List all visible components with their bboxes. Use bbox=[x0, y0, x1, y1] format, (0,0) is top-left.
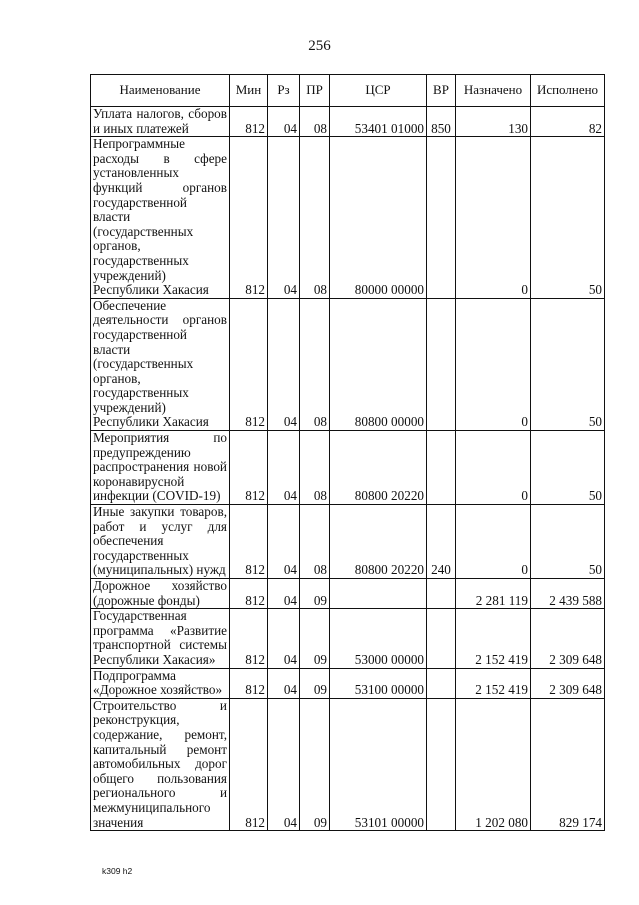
cell-rz: 04 bbox=[268, 137, 300, 299]
table-row bbox=[91, 609, 605, 668]
cell-rz: 04 bbox=[268, 107, 300, 137]
cell-pr: 09 bbox=[300, 698, 330, 830]
cell-pr: 08 bbox=[300, 505, 330, 579]
cell-min: 812 bbox=[230, 431, 268, 505]
cell-executed: 50 bbox=[531, 298, 605, 430]
cell-min: 812 bbox=[230, 609, 268, 668]
cell-name: Дорожное хозяйство (дорожные фонды) bbox=[91, 579, 230, 609]
cell-pr: 09 bbox=[300, 579, 330, 609]
cell-min: 812 bbox=[230, 668, 268, 698]
header-executed: Исполнено bbox=[531, 75, 605, 107]
cell-csr: 53100 00000 bbox=[330, 668, 427, 698]
cell-assigned: 0 bbox=[456, 431, 531, 505]
cell-assigned: 0 bbox=[456, 505, 531, 579]
cell-executed: 829 174 bbox=[531, 698, 605, 830]
cell-name: Уплата налогов, сборов и иных платежей bbox=[91, 107, 230, 137]
cell-csr: 53101 00000 bbox=[330, 698, 427, 830]
cell-csr: 80800 00000 bbox=[330, 298, 427, 430]
cell-executed: 2 309 648 bbox=[531, 668, 605, 698]
table-row bbox=[91, 298, 605, 430]
cell-rz: 04 bbox=[268, 431, 300, 505]
cell-vr: 240 bbox=[427, 505, 456, 579]
cell-assigned: 0 bbox=[456, 137, 531, 299]
cell-min: 812 bbox=[230, 137, 268, 299]
cell-executed: 50 bbox=[531, 137, 605, 299]
cell-min: 812 bbox=[230, 579, 268, 609]
cell-csr: 53401 01000 bbox=[330, 107, 427, 137]
table-row bbox=[91, 668, 605, 698]
cell-pr: 08 bbox=[300, 107, 330, 137]
footer-code: k309 h2 bbox=[102, 866, 133, 876]
table-row bbox=[91, 107, 605, 137]
cell-executed: 50 bbox=[531, 505, 605, 579]
header-vr: ВР bbox=[427, 75, 456, 107]
cell-rz: 04 bbox=[268, 668, 300, 698]
cell-min: 812 bbox=[230, 107, 268, 137]
header-pr: ПР bbox=[300, 75, 330, 107]
cell-min: 812 bbox=[230, 505, 268, 579]
cell-pr: 08 bbox=[300, 431, 330, 505]
cell-vr bbox=[427, 609, 456, 668]
cell-vr bbox=[427, 137, 456, 299]
cell-executed: 2 309 648 bbox=[531, 609, 605, 668]
cell-csr: 53000 00000 bbox=[330, 609, 427, 668]
cell-executed: 2 439 588 bbox=[531, 579, 605, 609]
cell-assigned: 2 281 119 bbox=[456, 579, 531, 609]
table-row bbox=[91, 698, 605, 830]
header-rz: Рз bbox=[268, 75, 300, 107]
page-number: 256 bbox=[308, 38, 331, 54]
table-row bbox=[91, 579, 605, 609]
table-row bbox=[91, 431, 605, 505]
cell-min: 812 bbox=[230, 698, 268, 830]
cell-assigned: 2 152 419 bbox=[456, 609, 531, 668]
cell-csr: 80800 20220 bbox=[330, 431, 427, 505]
cell-rz: 04 bbox=[268, 609, 300, 668]
cell-csr bbox=[330, 579, 427, 609]
cell-pr: 08 bbox=[300, 298, 330, 430]
cell-rz: 04 bbox=[268, 298, 300, 430]
cell-assigned: 0 bbox=[456, 298, 531, 430]
header-name: Наименование bbox=[91, 75, 230, 107]
cell-vr bbox=[427, 579, 456, 609]
header-assigned: Назначено bbox=[456, 75, 531, 107]
table-row bbox=[91, 137, 605, 299]
cell-rz: 04 bbox=[268, 505, 300, 579]
cell-executed: 82 bbox=[531, 107, 605, 137]
table-header-row bbox=[91, 75, 605, 107]
cell-name: Обеспечение деятельности органов государственной власти (государственных органов, государственных учреждений) Республики Хакасия bbox=[91, 298, 230, 430]
cell-assigned: 130 bbox=[456, 107, 531, 137]
cell-csr: 80800 20220 bbox=[330, 505, 427, 579]
cell-rz: 04 bbox=[268, 579, 300, 609]
cell-name: Подпрограмма «Дорожное хозяйство» bbox=[91, 668, 230, 698]
header-min: Мин bbox=[230, 75, 268, 107]
cell-vr bbox=[427, 668, 456, 698]
cell-rz: 04 bbox=[268, 698, 300, 830]
cell-csr: 80000 00000 bbox=[330, 137, 427, 299]
cell-name: Иные закупки товаров, работ и услуг для обеспечения государственных (муниципальных) нужд bbox=[91, 505, 230, 579]
cell-pr: 09 bbox=[300, 609, 330, 668]
header-csr: ЦСР bbox=[330, 75, 427, 107]
cell-pr: 08 bbox=[300, 137, 330, 299]
cell-min: 812 bbox=[230, 298, 268, 430]
cell-vr bbox=[427, 298, 456, 430]
cell-assigned: 2 152 419 bbox=[456, 668, 531, 698]
budget-table bbox=[90, 74, 605, 831]
table-row bbox=[91, 505, 605, 579]
cell-executed: 50 bbox=[531, 431, 605, 505]
cell-pr: 09 bbox=[300, 668, 330, 698]
cell-vr bbox=[427, 431, 456, 505]
cell-name: Государственная программа «Развитие транспортной системы Республики Хакасия» bbox=[91, 609, 230, 668]
cell-assigned: 1 202 080 bbox=[456, 698, 531, 830]
cell-vr: 850 bbox=[427, 107, 456, 137]
cell-name: Непрограммные расходы в сфере установленных функций органов государственной власти (государственных органов, государственных учреждений) Республики Хакасия bbox=[91, 137, 230, 299]
cell-name: Мероприятия по предупреждению распространения новой коронавирусной инфекции (COVID-19) bbox=[91, 431, 230, 505]
cell-vr bbox=[427, 698, 456, 830]
cell-name: Строительство и реконструкция, содержание, ремонт, капитальный ремонт автомобильных дорог общего пользования регионального и межмуниципального значения bbox=[91, 698, 230, 830]
